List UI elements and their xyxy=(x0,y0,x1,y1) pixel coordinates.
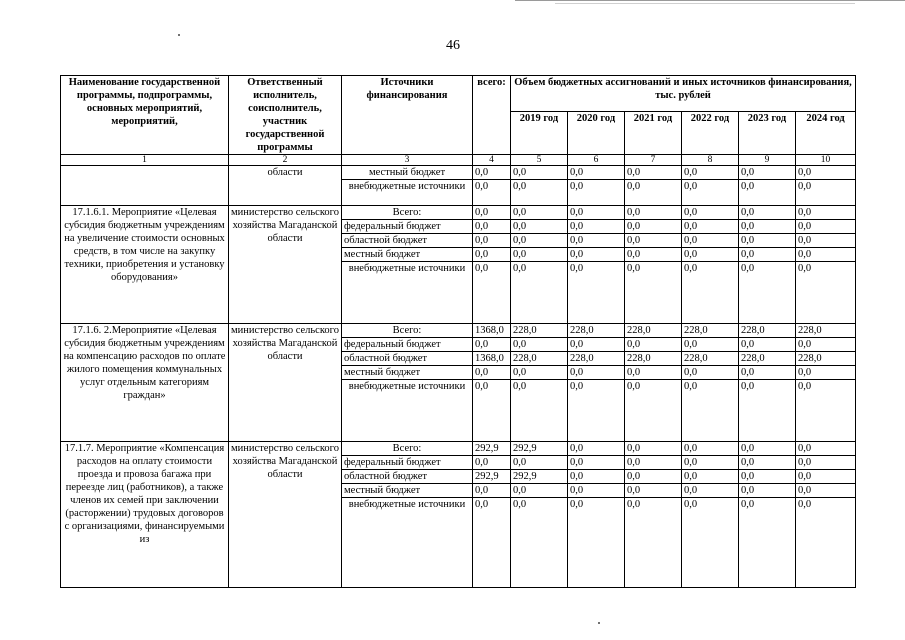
value-cell: 0,0 xyxy=(796,484,856,498)
value-cell: 0,0 xyxy=(473,180,511,206)
table-row xyxy=(61,206,856,220)
value-cell: 0,0 xyxy=(796,220,856,234)
scan-dot xyxy=(598,622,600,624)
value-cell: 0,0 xyxy=(739,484,796,498)
value-cell: 0,0 xyxy=(739,248,796,262)
column-numbers-row xyxy=(61,155,856,166)
source-cell: Всего: xyxy=(342,206,473,220)
value-cell: 0,0 xyxy=(568,220,625,234)
source-cell: местный бюджет xyxy=(342,166,473,180)
value-cell: 0,0 xyxy=(625,456,682,470)
value-cell: 1368,0 xyxy=(473,324,511,338)
value-cell: 228,0 xyxy=(739,352,796,366)
value-cell: 0,0 xyxy=(625,338,682,352)
source-cell: местный бюджет xyxy=(342,248,473,262)
value-cell: 0,0 xyxy=(739,338,796,352)
value-cell: 228,0 xyxy=(625,352,682,366)
header-sources: Источники финансирования xyxy=(342,76,473,155)
value-cell: 0,0 xyxy=(568,484,625,498)
value-cell: 0,0 xyxy=(796,262,856,324)
value-cell: 0,0 xyxy=(511,262,568,324)
value-cell: 0,0 xyxy=(625,206,682,220)
header-year: 2021 год xyxy=(625,111,682,154)
header-row xyxy=(61,76,856,112)
value-cell: 0,0 xyxy=(511,220,568,234)
source-cell: федеральный бюджет xyxy=(342,338,473,352)
value-cell: 0,0 xyxy=(625,166,682,180)
value-cell: 0,0 xyxy=(739,470,796,484)
activity-name-cell: 17.1.6. 2.Мероприятие «Целевая субсидия бюджетным учреждениям на компенсацию расходов по оплате жилого помещения коммунальных услуг отдельным категориям граждан» xyxy=(61,324,229,442)
value-cell: 0,0 xyxy=(682,498,739,588)
table-row xyxy=(61,166,856,180)
header-name: Наименование государственной программы, подпрограммы, основных мероприятий, мероприятий, xyxy=(61,76,229,155)
value-cell: 228,0 xyxy=(682,352,739,366)
value-cell: 0,0 xyxy=(682,470,739,484)
value-cell: 0,0 xyxy=(682,206,739,220)
value-cell: 0,0 xyxy=(568,248,625,262)
value-cell: 292,9 xyxy=(511,470,568,484)
column-number: 3 xyxy=(342,155,473,166)
value-cell: 0,0 xyxy=(682,338,739,352)
column-number: 5 xyxy=(511,155,568,166)
value-cell: 0,0 xyxy=(625,380,682,442)
value-cell: 0,0 xyxy=(682,262,739,324)
value-cell: 0,0 xyxy=(682,484,739,498)
value-cell: 0,0 xyxy=(625,180,682,206)
value-cell: 0,0 xyxy=(568,456,625,470)
value-cell: 0,0 xyxy=(682,166,739,180)
responsible-cell: области xyxy=(229,166,342,206)
value-cell: 0,0 xyxy=(682,248,739,262)
value-cell: 228,0 xyxy=(739,324,796,338)
value-cell: 0,0 xyxy=(739,206,796,220)
value-cell: 292,9 xyxy=(473,442,511,456)
value-cell: 0,0 xyxy=(568,442,625,456)
value-cell: 0,0 xyxy=(739,220,796,234)
value-cell: 0,0 xyxy=(682,234,739,248)
value-cell: 0,0 xyxy=(739,498,796,588)
responsible-cell: министерство сельского хозяйства Магаданской области xyxy=(229,324,342,442)
value-cell: 0,0 xyxy=(473,248,511,262)
column-number: 2 xyxy=(229,155,342,166)
scan-artifact-line xyxy=(555,3,855,4)
value-cell: 0,0 xyxy=(796,442,856,456)
source-cell: Всего: xyxy=(342,442,473,456)
scan-dot xyxy=(178,34,180,36)
value-cell: 228,0 xyxy=(568,324,625,338)
value-cell: 0,0 xyxy=(682,456,739,470)
value-cell: 1368,0 xyxy=(473,352,511,366)
value-cell: 0,0 xyxy=(511,380,568,442)
value-cell: 0,0 xyxy=(739,180,796,206)
value-cell: 0,0 xyxy=(568,206,625,220)
value-cell: 0,0 xyxy=(796,498,856,588)
source-cell: областной бюджет xyxy=(342,352,473,366)
source-cell: федеральный бюджет xyxy=(342,456,473,470)
table-row xyxy=(61,442,856,456)
value-cell: 0,0 xyxy=(739,442,796,456)
value-cell: 0,0 xyxy=(739,456,796,470)
source-cell: федеральный бюджет xyxy=(342,220,473,234)
value-cell: 0,0 xyxy=(511,498,568,588)
value-cell: 0,0 xyxy=(568,166,625,180)
value-cell: 0,0 xyxy=(682,366,739,380)
value-cell: 0,0 xyxy=(473,220,511,234)
column-number: 4 xyxy=(473,155,511,166)
column-number: 7 xyxy=(625,155,682,166)
column-number: 1 xyxy=(61,155,229,166)
source-cell: внебюджетные источники xyxy=(342,498,473,588)
header-responsible: Ответственный исполнитель, соисполнитель, участник государственной программы xyxy=(229,76,342,155)
value-cell: 0,0 xyxy=(796,166,856,180)
column-number: 10 xyxy=(796,155,856,166)
value-cell: 228,0 xyxy=(796,352,856,366)
value-cell: 0,0 xyxy=(511,248,568,262)
value-cell: 0,0 xyxy=(511,338,568,352)
value-cell: 0,0 xyxy=(796,456,856,470)
source-cell: местный бюджет xyxy=(342,484,473,498)
value-cell: 0,0 xyxy=(682,180,739,206)
value-cell: 0,0 xyxy=(625,248,682,262)
header-total: всего: xyxy=(473,76,511,155)
value-cell: 0,0 xyxy=(473,484,511,498)
value-cell: 0,0 xyxy=(473,338,511,352)
value-cell: 228,0 xyxy=(625,324,682,338)
value-cell: 0,0 xyxy=(568,380,625,442)
value-cell: 0,0 xyxy=(511,456,568,470)
value-cell: 0,0 xyxy=(568,338,625,352)
source-cell: внебюджетные источники xyxy=(342,380,473,442)
source-cell: внебюджетные источники xyxy=(342,180,473,206)
value-cell: 0,0 xyxy=(796,366,856,380)
value-cell: 0,0 xyxy=(739,380,796,442)
value-cell: 0,0 xyxy=(796,180,856,206)
value-cell: 0,0 xyxy=(682,220,739,234)
value-cell: 0,0 xyxy=(625,220,682,234)
header-year: 2020 год xyxy=(568,111,625,154)
value-cell: 228,0 xyxy=(682,324,739,338)
value-cell: 0,0 xyxy=(511,366,568,380)
value-cell: 0,0 xyxy=(625,498,682,588)
source-cell: внебюджетные источники xyxy=(342,262,473,324)
value-cell: 0,0 xyxy=(739,366,796,380)
table-row xyxy=(61,324,856,338)
source-cell: местный бюджет xyxy=(342,366,473,380)
value-cell: 0,0 xyxy=(625,484,682,498)
value-cell: 0,0 xyxy=(625,470,682,484)
value-cell: 0,0 xyxy=(473,498,511,588)
value-cell: 0,0 xyxy=(511,234,568,248)
value-cell: 0,0 xyxy=(739,166,796,180)
activity-name-cell xyxy=(61,166,229,206)
value-cell: 0,0 xyxy=(511,484,568,498)
value-cell: 0,0 xyxy=(796,338,856,352)
value-cell: 228,0 xyxy=(796,324,856,338)
value-cell: 0,0 xyxy=(511,180,568,206)
value-cell: 0,0 xyxy=(625,234,682,248)
value-cell: 0,0 xyxy=(473,234,511,248)
header-year: 2024 год xyxy=(796,111,856,154)
value-cell: 292,9 xyxy=(511,442,568,456)
value-cell: 0,0 xyxy=(796,206,856,220)
value-cell: 0,0 xyxy=(796,470,856,484)
column-number: 8 xyxy=(682,155,739,166)
value-cell: 228,0 xyxy=(511,352,568,366)
value-cell: 0,0 xyxy=(796,234,856,248)
responsible-cell: министерство сельского хозяйства Магаданской области xyxy=(229,442,342,588)
value-cell: 0,0 xyxy=(568,234,625,248)
value-cell: 0,0 xyxy=(682,380,739,442)
value-cell: 0,0 xyxy=(625,442,682,456)
value-cell: 0,0 xyxy=(473,380,511,442)
activity-name-cell: 17.1.6.1. Мероприятие «Целевая субсидия бюджетным учреждениям на увеличение стоимости основных средств, в том числе на закупку техники, приобретения и установку оборудования» xyxy=(61,206,229,324)
value-cell: 0,0 xyxy=(739,262,796,324)
value-cell: 0,0 xyxy=(511,166,568,180)
scan-artifact-line xyxy=(515,0,905,1)
budget-table xyxy=(60,75,856,588)
header-year: 2022 год xyxy=(682,111,739,154)
value-cell: 228,0 xyxy=(511,324,568,338)
header-volume: Объем бюджетных ассигнований и иных источников финансирования, тыс. рублей xyxy=(511,76,856,112)
page-number: 46 xyxy=(446,38,460,53)
value-cell: 0,0 xyxy=(473,262,511,324)
value-cell: 0,0 xyxy=(568,180,625,206)
value-cell: 0,0 xyxy=(568,262,625,324)
header-year: 2023 год xyxy=(739,111,796,154)
column-number: 6 xyxy=(568,155,625,166)
value-cell: 0,0 xyxy=(511,206,568,220)
source-cell: областной бюджет xyxy=(342,470,473,484)
value-cell: 0,0 xyxy=(473,456,511,470)
source-cell: областной бюджет xyxy=(342,234,473,248)
source-cell: Всего: xyxy=(342,324,473,338)
value-cell: 0,0 xyxy=(568,470,625,484)
value-cell: 292,9 xyxy=(473,470,511,484)
value-cell: 0,0 xyxy=(682,442,739,456)
value-cell: 0,0 xyxy=(796,248,856,262)
value-cell: 0,0 xyxy=(796,380,856,442)
value-cell: 0,0 xyxy=(473,166,511,180)
responsible-cell: министерство сельского хозяйства Магаданской области xyxy=(229,206,342,324)
value-cell: 0,0 xyxy=(625,262,682,324)
value-cell: 0,0 xyxy=(568,498,625,588)
value-cell: 0,0 xyxy=(739,234,796,248)
activity-name-cell: 17.1.7. Мероприятие «Компенсация расходов на оплату стоимости проезда и провоза багажа при переезде лиц (работников), а также членов их семей при заключении (расторжении) трудовых договоров с организациями, финансируемыми из xyxy=(61,442,229,588)
value-cell: 0,0 xyxy=(473,366,511,380)
column-number: 9 xyxy=(739,155,796,166)
value-cell: 0,0 xyxy=(568,366,625,380)
header-year: 2019 год xyxy=(511,111,568,154)
value-cell: 228,0 xyxy=(568,352,625,366)
value-cell: 0,0 xyxy=(625,366,682,380)
value-cell: 0,0 xyxy=(473,206,511,220)
